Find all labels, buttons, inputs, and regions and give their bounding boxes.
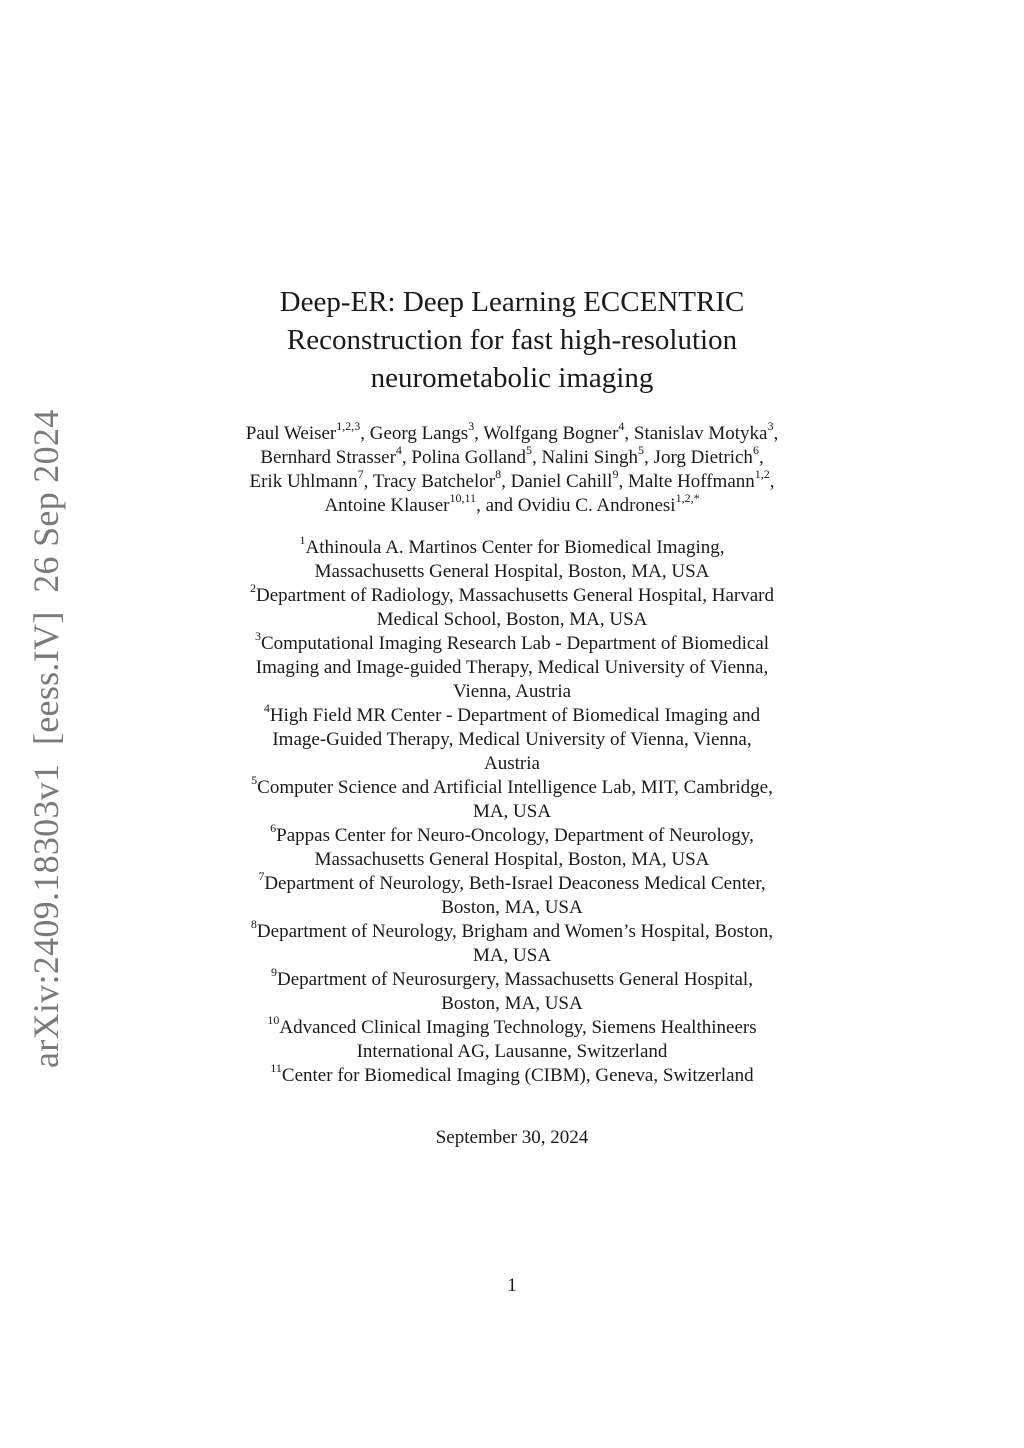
affiliation-line: Austria xyxy=(484,753,540,774)
author-line xyxy=(190,442,834,470)
affiliation-line xyxy=(190,628,834,656)
affiliation-7 xyxy=(190,868,834,920)
affiliation-line xyxy=(190,1012,834,1040)
affiliation-line: Massachusetts General Hospital, Boston, MA, USA xyxy=(314,849,710,870)
affiliation-text: Department of Neurosurgery, Massachusetts General Hospital, xyxy=(277,969,753,990)
affiliation-line xyxy=(190,772,834,800)
author-affiliation-marker: 10,11 xyxy=(449,490,477,505)
affiliation-text: High Field MR Center - Department of Biomedical Imaging and xyxy=(269,705,761,726)
affiliation-number: 7 xyxy=(258,868,265,883)
author-name: Georg Langs xyxy=(369,423,469,444)
affiliation-line xyxy=(190,1060,834,1088)
author-affiliation-marker: 5 xyxy=(525,442,532,457)
author-line xyxy=(190,490,834,518)
affiliation-line xyxy=(190,916,834,944)
author-separator: , xyxy=(758,447,764,468)
author-separator: , and xyxy=(476,495,518,516)
page-number: 1 xyxy=(507,1275,517,1296)
affiliation-line: Imaging and Image-guided Therapy, Medical University of Vienna, xyxy=(255,657,769,678)
affiliation-line xyxy=(190,868,834,896)
author-name: Bernhard Strasser xyxy=(260,447,396,468)
author-separator: , xyxy=(474,423,484,444)
affiliation-number: 8 xyxy=(250,916,257,931)
affiliation-line: Medical School, Boston, MA, USA xyxy=(376,609,648,630)
affiliation-line: Image-Guided Therapy, Medical University of Vienna, Vienna, xyxy=(272,729,752,750)
author-name: Daniel Cahill xyxy=(510,471,613,492)
affiliation-text: Department of Radiology, Massachusetts General Hospital, Harvard xyxy=(256,585,774,606)
affiliation-text: Department of Neurology, Brigham and Women’s Hospital, Boston, xyxy=(256,921,774,942)
affiliation-text: Center for Biomedical Imaging (CIBM), Geneva, Switzerland xyxy=(281,1065,754,1086)
author-name: Nalini Singh xyxy=(541,447,639,468)
author-separator: , xyxy=(644,447,654,468)
author-list xyxy=(190,418,834,518)
affiliation-11 xyxy=(190,1060,834,1088)
author-name: Stanislav Motyka xyxy=(633,423,768,444)
affiliation-10 xyxy=(190,1012,834,1064)
affiliation-1 xyxy=(190,532,834,584)
author-affiliation-marker: 4 xyxy=(395,442,402,457)
author-name: Malte Hoffmann xyxy=(627,471,755,492)
author-affiliation-marker: 1,2 xyxy=(754,466,770,481)
affiliation-line: Boston, MA, USA xyxy=(441,897,583,918)
author-name: Polina Golland xyxy=(411,447,526,468)
affiliation-2 xyxy=(190,580,834,632)
author-line xyxy=(190,418,834,446)
author-name: Antoine Klauser xyxy=(324,495,450,516)
affiliation-line xyxy=(190,532,834,560)
affiliation-4 xyxy=(190,700,834,776)
paper-title xyxy=(190,283,834,397)
affiliation-text: Athinoula A. Martinos Center for Biomedical Imaging, xyxy=(305,537,725,558)
affiliation-9 xyxy=(190,964,834,1016)
affiliation-6 xyxy=(190,820,834,872)
author-name: Paul Weiser xyxy=(245,423,337,444)
affiliation-line: Boston, MA, USA xyxy=(441,993,583,1014)
affiliation-list xyxy=(190,532,834,1088)
affiliation-line xyxy=(190,820,834,848)
affiliation-number: 11 xyxy=(270,1060,282,1075)
author-separator: , xyxy=(769,471,775,492)
affiliation-line: Vienna, Austria xyxy=(452,681,572,702)
affiliation-line: MA, USA xyxy=(472,945,552,966)
publication-date: September 30, 2024 xyxy=(435,1127,589,1148)
author-affiliation-marker: 4 xyxy=(618,418,625,433)
affiliation-text: Pappas Center for Neuro-Oncology, Department of Neurology, xyxy=(276,825,754,846)
author-separator: , xyxy=(531,447,542,468)
affiliation-line: International AG, Lausanne, Switzerland xyxy=(356,1041,668,1062)
affiliation-line xyxy=(190,580,834,608)
affiliation-5 xyxy=(190,772,834,824)
author-affiliation-marker: 8 xyxy=(495,466,502,481)
affiliation-3 xyxy=(190,628,834,704)
author-separator: , xyxy=(773,423,779,444)
affiliation-number: 10 xyxy=(267,1012,280,1027)
affiliation-line: MA, USA xyxy=(472,801,552,822)
author-separator: , xyxy=(401,447,412,468)
affiliation-line: Massachusetts General Hospital, Boston, MA, USA xyxy=(314,561,710,582)
affiliation-number: 5 xyxy=(251,772,258,787)
title-line: Reconstruction for fast high-resolution xyxy=(286,324,738,356)
author-affiliation-marker: 7 xyxy=(357,466,364,481)
affiliation-number: 6 xyxy=(270,820,277,835)
affiliation-line xyxy=(190,964,834,992)
author-affiliation-marker: 1,2,* xyxy=(675,490,700,505)
author-separator: , xyxy=(363,471,373,492)
author-affiliation-marker: 3 xyxy=(468,418,475,433)
author-affiliation-marker: 3 xyxy=(767,418,774,433)
affiliation-number: 4 xyxy=(263,700,270,715)
affiliation-text: Computational Imaging Research Lab - Department of Biomedical xyxy=(260,633,770,654)
title-line: Deep-ER: Deep Learning ECCENTRIC xyxy=(279,286,745,318)
author-affiliation-marker: 6 xyxy=(752,442,759,457)
title-line: neurometabolic imaging xyxy=(370,362,654,394)
affiliation-text: Department of Neurology, Beth-Israel Deaconess Medical Center, xyxy=(264,873,766,894)
affiliation-text: Advanced Clinical Imaging Technology, Siemens Healthineers xyxy=(279,1017,757,1038)
affiliation-number: 9 xyxy=(271,964,278,979)
affiliation-number: 3 xyxy=(254,628,261,643)
author-name: Tracy Batchelor xyxy=(372,471,496,492)
affiliation-number: 1 xyxy=(299,532,306,547)
affiliation-number: 2 xyxy=(250,580,257,595)
author-separator: , xyxy=(618,471,628,492)
author-affiliation-marker: 5 xyxy=(638,442,645,457)
author-separator: , xyxy=(624,423,634,444)
arxiv-identifier: arXiv:2409.18303v1 [eess.IV] 26 Sep 2024 xyxy=(26,409,66,1068)
author-separator: , xyxy=(501,471,511,492)
author-affiliation-marker: 9 xyxy=(612,466,619,481)
affiliation-line xyxy=(190,700,834,728)
affiliation-8 xyxy=(190,916,834,968)
author-name: Erik Uhlmann xyxy=(249,471,358,492)
author-affiliation-marker: 1,2,3 xyxy=(336,418,361,433)
author-separator: , xyxy=(360,423,370,444)
author-line xyxy=(190,466,834,494)
author-name: Jorg Dietrich xyxy=(653,447,753,468)
author-name: Ovidiu C. Andronesi xyxy=(517,495,676,516)
author-name: Wolfgang Bogner xyxy=(483,423,619,444)
affiliation-text: Computer Science and Artificial Intelligence Lab, MIT, Cambridge, xyxy=(257,777,773,798)
